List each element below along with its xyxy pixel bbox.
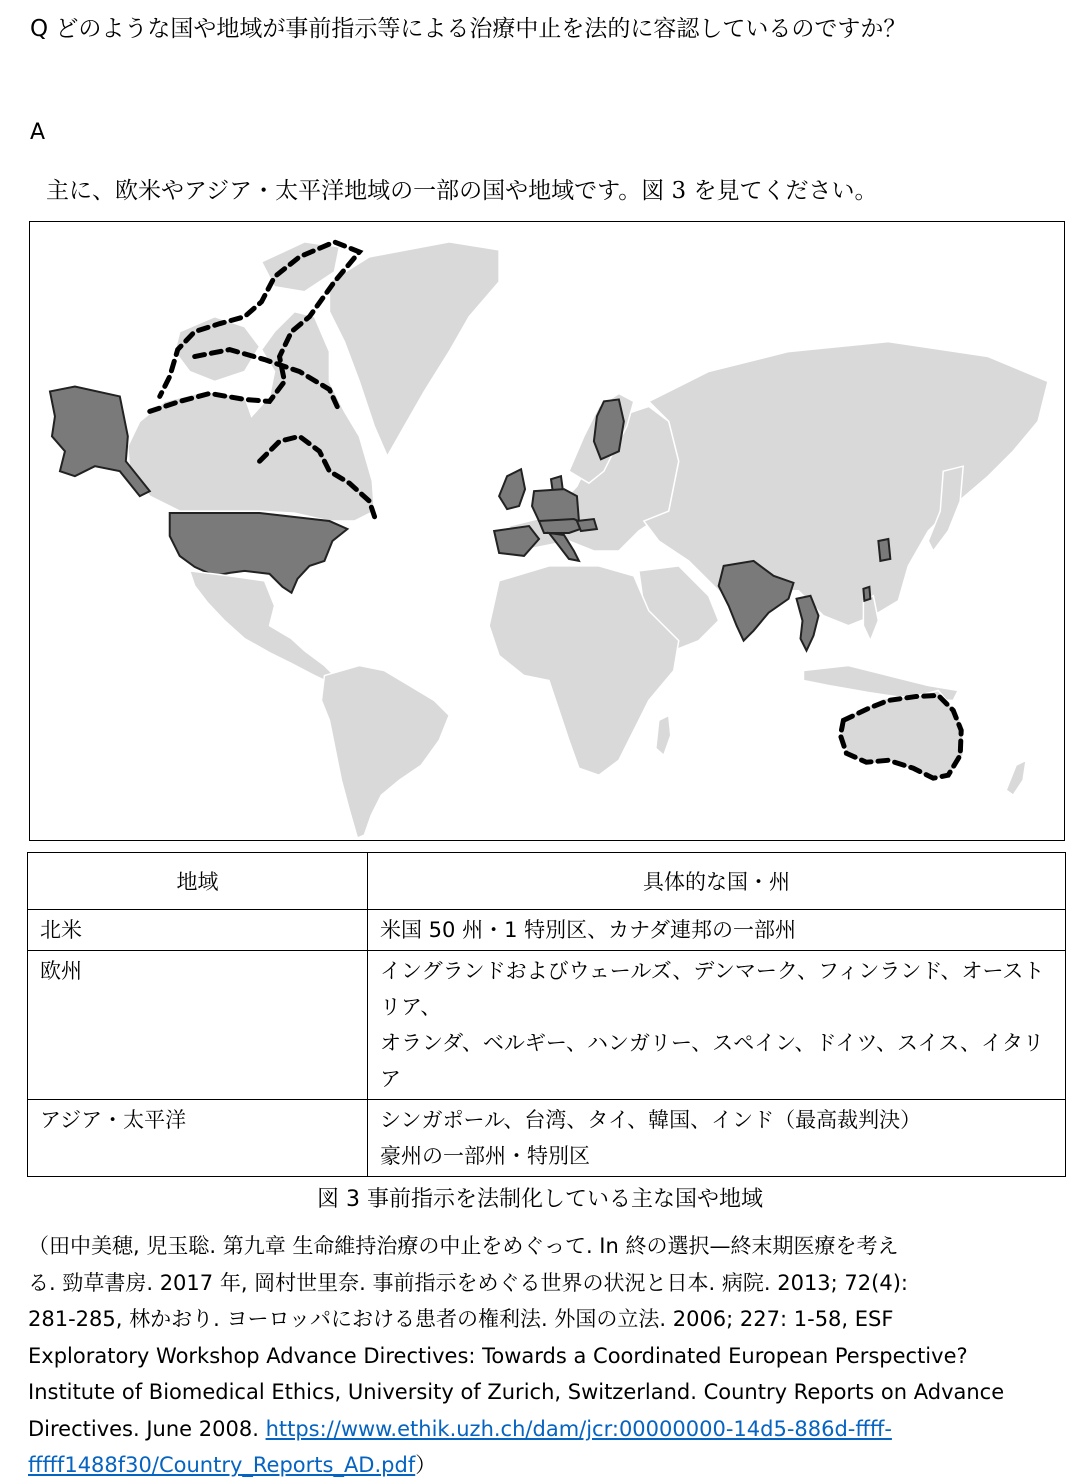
map-korea xyxy=(878,539,890,561)
table-cell-line: リア、 xyxy=(380,995,442,1019)
reference-line: る. 勁草書房. 2017 年, 岡村世里奈. 事前指示をめぐる世界の状況と日本. 病院. 2013; 72(4): xyxy=(28,1270,908,1295)
reference-link-continued[interactable]: fffff1488f30/Country_Reports_AD.pdf xyxy=(28,1453,416,1477)
map-russia-asia xyxy=(644,342,1048,626)
map-greenland xyxy=(329,242,499,456)
figure-caption: 図 3 事前指示を法制化している主な国や地域 xyxy=(317,1187,763,1212)
reference-line: 281-285, 林かおり. ヨーロッパにおける患者の権利法. 外国の立法. 2006; 227: 1-58, ESF xyxy=(28,1307,894,1331)
table-cell-line: イングランドおよびウェールズ、デンマーク、フィンランド、オースト xyxy=(380,959,1045,983)
map-madagascar xyxy=(656,715,671,755)
reference-line xyxy=(28,1447,1068,1484)
map-hungary xyxy=(577,519,597,531)
reference-line xyxy=(28,1411,1068,1448)
map-new-zealand xyxy=(1006,760,1026,795)
table-cell-countries xyxy=(368,1100,1066,1177)
table-cell-line: シンガポール、台湾、タイ、韓国、インド（最高裁判決） xyxy=(380,1108,922,1132)
answer-label: A xyxy=(30,120,46,145)
table-cell-line: オランダ、ベルギー、ハンガリー、スペイン、ドイツ、スイス、イタリ xyxy=(380,1031,1045,1055)
regions-table xyxy=(27,852,1066,1177)
table-cell-region: 欧州 xyxy=(28,951,368,1100)
question-text: Q どのような国や地域が事前指示等による治療中止を法的に容認しているのですか？ xyxy=(30,16,907,42)
reference-closing: ） xyxy=(415,1453,437,1477)
table-cell-region: 北米 xyxy=(28,910,368,951)
table-header-row xyxy=(28,853,1066,910)
reference-text: Directives. June 2008. xyxy=(28,1416,266,1441)
map-taiwan xyxy=(863,587,870,601)
table-cell-countries xyxy=(368,951,1066,1100)
reference-line: （田中美穂, 児玉聡. 第九章 生命維持治療の中止をめぐって. In 終の選択—終末期医療を考え xyxy=(28,1234,899,1258)
table-row xyxy=(28,910,1066,951)
table-header-region: 地域 xyxy=(28,853,368,910)
reference-line: Exploratory Workshop Advance Directives: Towards a Coordinated European Perspective? xyxy=(28,1343,968,1368)
reference-link[interactable]: https://www.ethik.uzh.ch/dam/jcr:00000000-14d5-886d-ffff- xyxy=(265,1416,892,1441)
map-mexico xyxy=(190,571,335,683)
table-cell-line: 豪州の一部州・特別区 xyxy=(380,1144,590,1168)
map-south-america xyxy=(321,666,449,838)
answer-text: 主に、欧米やアジア・太平洋地域の一部の国や地域です。図 3 を見てください。 xyxy=(46,178,878,204)
table-header-countries: 具体的な国・州 xyxy=(368,853,1066,910)
map-uk xyxy=(499,469,525,509)
table-cell-line: ア xyxy=(380,1067,401,1091)
table-row xyxy=(28,1100,1066,1177)
world-map xyxy=(29,221,1065,841)
map-spain xyxy=(494,526,539,556)
table-cell-region: アジア・太平洋 xyxy=(28,1100,368,1177)
table-row xyxy=(28,951,1066,1100)
references xyxy=(28,1228,1068,1484)
reference-line: Institute of Biomedical Ethics, University of Zurich, Switzerland. Country Reports on Advance xyxy=(28,1380,1005,1404)
table-cell-countries xyxy=(368,910,1066,951)
world-map-svg xyxy=(30,222,1064,840)
table-cell-line: 米国 50 州・1 特別区、カナダ連邦の一部州 xyxy=(380,918,797,942)
